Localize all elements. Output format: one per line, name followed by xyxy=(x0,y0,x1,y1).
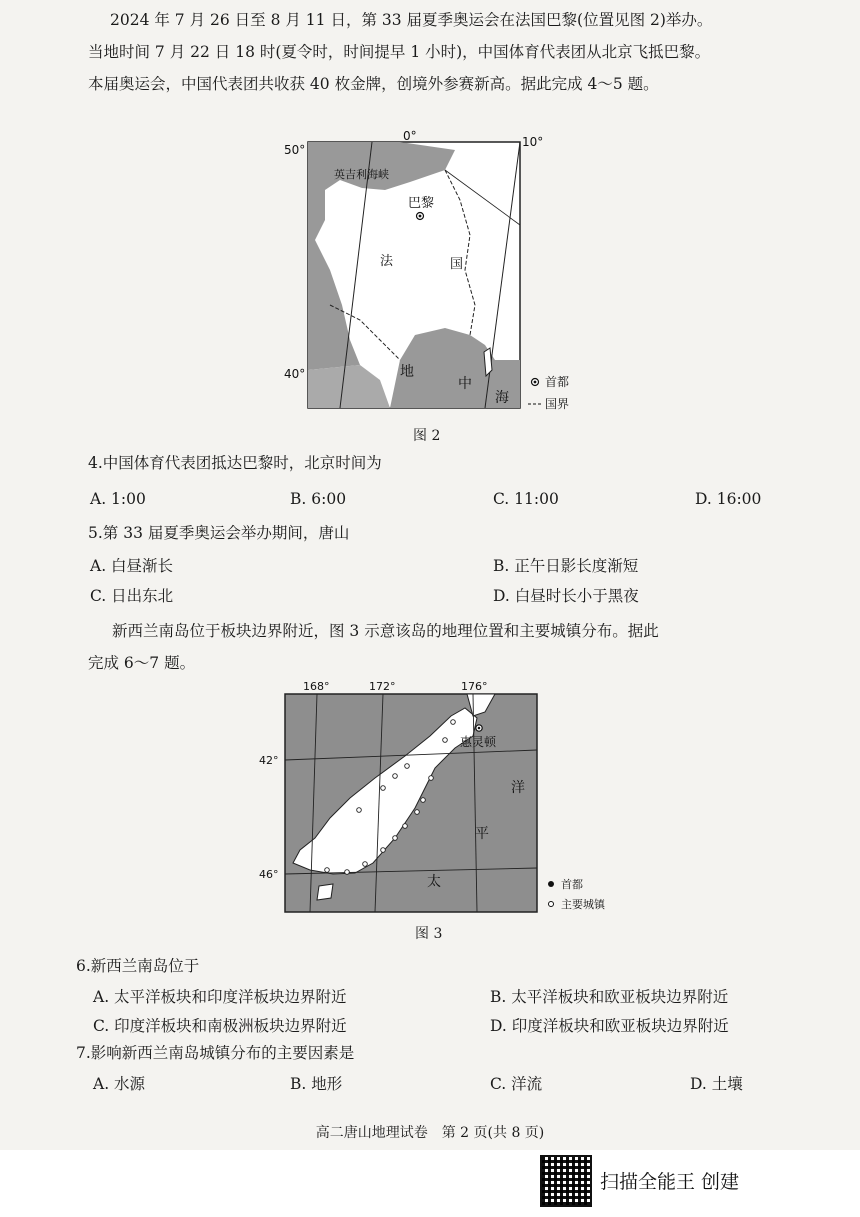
q7-option-a[interactable]: A. 水源 xyxy=(93,1075,146,1093)
q4-option-b[interactable]: B. 6:00 xyxy=(290,490,347,508)
france-label-guo: 国 xyxy=(450,257,464,272)
q7-option-d[interactable]: D. 土壤 xyxy=(690,1075,743,1093)
legend-border-label: 国界 xyxy=(545,397,570,411)
qr-code-icon xyxy=(540,1155,592,1207)
q6-option-b[interactable]: B. 太平洋板块和欧亚板块边界附近 xyxy=(490,988,729,1006)
intro-line-1: 2024 年 7 月 26 日至 8 月 11 日，第 33 届夏季奥运会在法国巴黎(位置见图 2)举办。 xyxy=(110,11,713,29)
q5-option-c[interactable]: C. 日出东北 xyxy=(90,587,174,605)
channel-label: 英吉利海峡 xyxy=(334,168,389,181)
ocean-label-yang: 洋 xyxy=(511,780,525,796)
figure-2-caption: 图 2 xyxy=(413,428,441,444)
q5-option-d[interactable]: D. 白昼时长小于黑夜 xyxy=(493,587,639,605)
q6-option-a[interactable]: A. 太平洋板块和印度洋板块边界附近 xyxy=(93,988,347,1006)
q7-option-c[interactable]: C. 洋流 xyxy=(490,1075,543,1093)
ocean-label-tai: 太 xyxy=(427,874,441,890)
legend-capital-label: 首都 xyxy=(545,375,570,389)
lat-50-label: 50° xyxy=(284,143,306,157)
q4-option-c[interactable]: C. 11:00 xyxy=(493,490,559,508)
med-label-hai: 海 xyxy=(495,390,509,406)
med-label-zhong: 中 xyxy=(458,376,472,392)
capital-legend-icon-3 xyxy=(548,881,554,887)
intro-line-3: 本届奥运会，中国代表团共收获 40 枚金牌，创境外参赛新高。据此完成 4～5 题。 xyxy=(88,75,659,93)
france-label-fa: 法 xyxy=(380,254,394,269)
q4-option-d[interactable]: D. 16:00 xyxy=(695,490,762,508)
wellington-label: 惠灵顿 xyxy=(460,735,497,749)
lat-42-label: 42° xyxy=(259,754,279,767)
scanner-watermark: 扫描全能王 创建 xyxy=(600,1171,740,1193)
paris-label: 巴黎 xyxy=(408,196,435,211)
figure-3-caption: 图 3 xyxy=(415,926,443,942)
ocean-label-ping: 平 xyxy=(475,826,489,842)
town-legend-icon xyxy=(549,902,554,907)
q7-option-b[interactable]: B. 地形 xyxy=(290,1075,343,1093)
lon-0-label: 0° xyxy=(403,130,417,143)
lat-46-label: 46° xyxy=(259,868,279,881)
intro2-line-2: 完成 6～7 题。 xyxy=(88,654,196,672)
q5-stem: 5.第 33 届夏季奥运会举办期间，唐山 xyxy=(88,524,350,542)
lon-172-label: 172° xyxy=(369,680,396,693)
intro-line-2: 当地时间 7 月 22 日 18 时(夏令时，时间提早 1 小时)，中国体育代表团从北京飞抵巴黎。 xyxy=(88,43,711,61)
legend-capital-label-3: 首都 xyxy=(561,878,583,891)
intro2-line-1: 新西兰南岛位于板块边界附近，图 3 示意该岛的地理位置和主要城镇分布。据此 xyxy=(112,622,659,640)
q5-option-a[interactable]: A. 白昼渐长 xyxy=(90,557,174,575)
q7-stem: 7.影响新西兰南岛城镇分布的主要因素是 xyxy=(76,1044,355,1062)
lon-10-label: 10° xyxy=(522,135,544,149)
q4-option-a[interactable]: A. 1:00 xyxy=(90,490,146,508)
figure-3-map xyxy=(255,678,605,918)
page-footer: 高二唐山地理试卷 第 2 页(共 8 页) xyxy=(315,1125,545,1141)
lat-40-label: 40° xyxy=(284,367,306,381)
med-label-di: 地 xyxy=(400,364,414,380)
q6-option-d[interactable]: D. 印度洋板块和欧亚板块边界附近 xyxy=(490,1017,729,1035)
lon-176-label: 176° xyxy=(461,680,488,693)
q6-stem: 6.新西兰南岛位于 xyxy=(76,957,200,975)
legend-town-label: 主要城镇 xyxy=(561,898,605,911)
figure-2-map xyxy=(270,130,590,420)
q6-option-c[interactable]: C. 印度洋板块和南极洲板块边界附近 xyxy=(93,1017,347,1035)
q5-option-b[interactable]: B. 正午日影长度渐短 xyxy=(493,557,639,575)
lon-168-label: 168° xyxy=(303,680,330,693)
stewart-island xyxy=(317,884,333,900)
q4-stem: 4.中国体育代表团抵达巴黎时，北京时间为 xyxy=(88,454,382,472)
